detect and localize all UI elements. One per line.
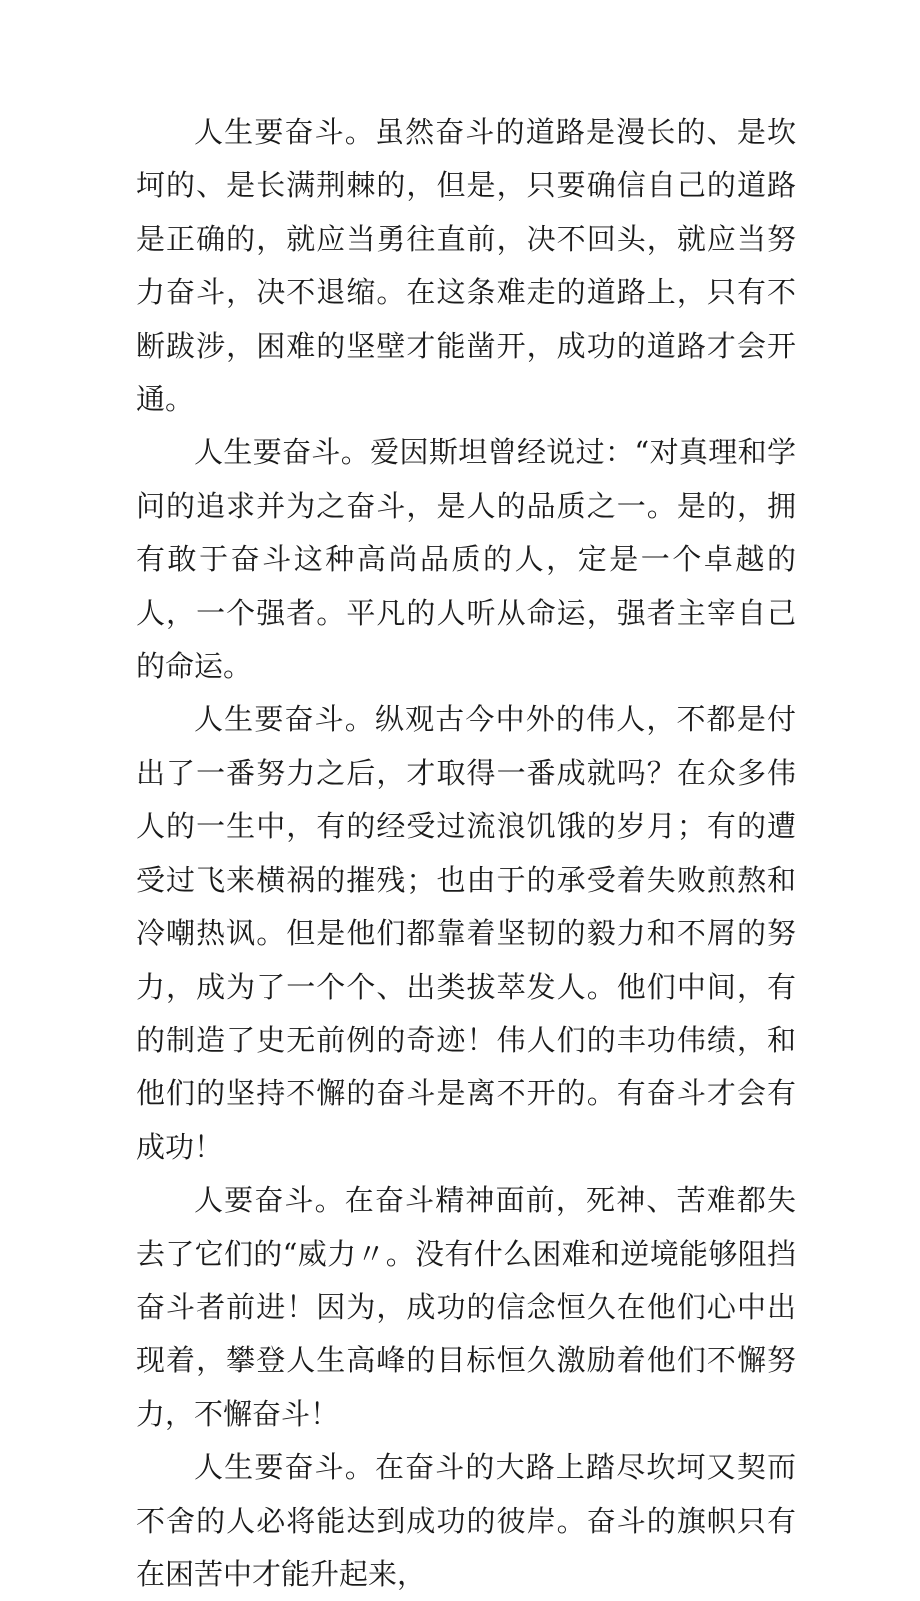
- paragraph-3: 人生要奋斗。纵观古今中外的伟人，不都是付出了一番努力之后，才取得一番成就吗？在众多伟人的一生中，有的经受过流浪饥饿的岁月；有的遭受过飞来横祸的摧残；也由于的承受着失败煎熬和冷嘲热讽。但是他们都靠着坚韧的毅力和不屑的努力，成为了一个个、出类拔萃发人。他们中间，有的制造了史无前例的奇迹！伟人们的丰功伟绩，和他们的坚持不懈的奋斗是离不开的。有奋斗才会有成功！: [136, 702, 796, 1164]
- paragraph-5: 人生要奋斗。在奋斗的大路上踏尽坎坷又契而不舍的人必将能达到成功的彼岸。奋斗的旗帜只有在困苦中才能升起来，: [136, 1450, 796, 1591]
- paragraph-4: 人要奋斗。在奋斗精神面前，死神、苦难都失去了它们的“威力〃。没有什么困难和逆境能够阻挡奋斗者前进！因为，成功的信念恒久在他们心中出现着，攀登人生高峰的目标恒久激励着他们不懈努力，不懈奋斗！: [136, 1183, 796, 1431]
- paragraph-1: 人生要奋斗。虽然奋斗的道路是漫长的、是坎坷的、是长满荆棘的，但是，只要确信自己的道路是正确的，就应当勇往直前，决不回头，就应当努力奋斗，决不退缩。在这条难走的道路上，只有不断跋涉，困难的坚壁才能凿开，成功的道路才会开通。: [136, 115, 796, 417]
- document-body: [136, 106, 796, 1601]
- paragraph-2: 人生要奋斗。爱因斯坦曾经说过：“对真理和学问的追求并为之奋斗，是人的品质之一。是的，拥有敢于奋斗这种高尚品质的人，定是一个卓越的人，一个强者。平凡的人听从命运，强者主宰自己的命运。: [136, 435, 796, 684]
